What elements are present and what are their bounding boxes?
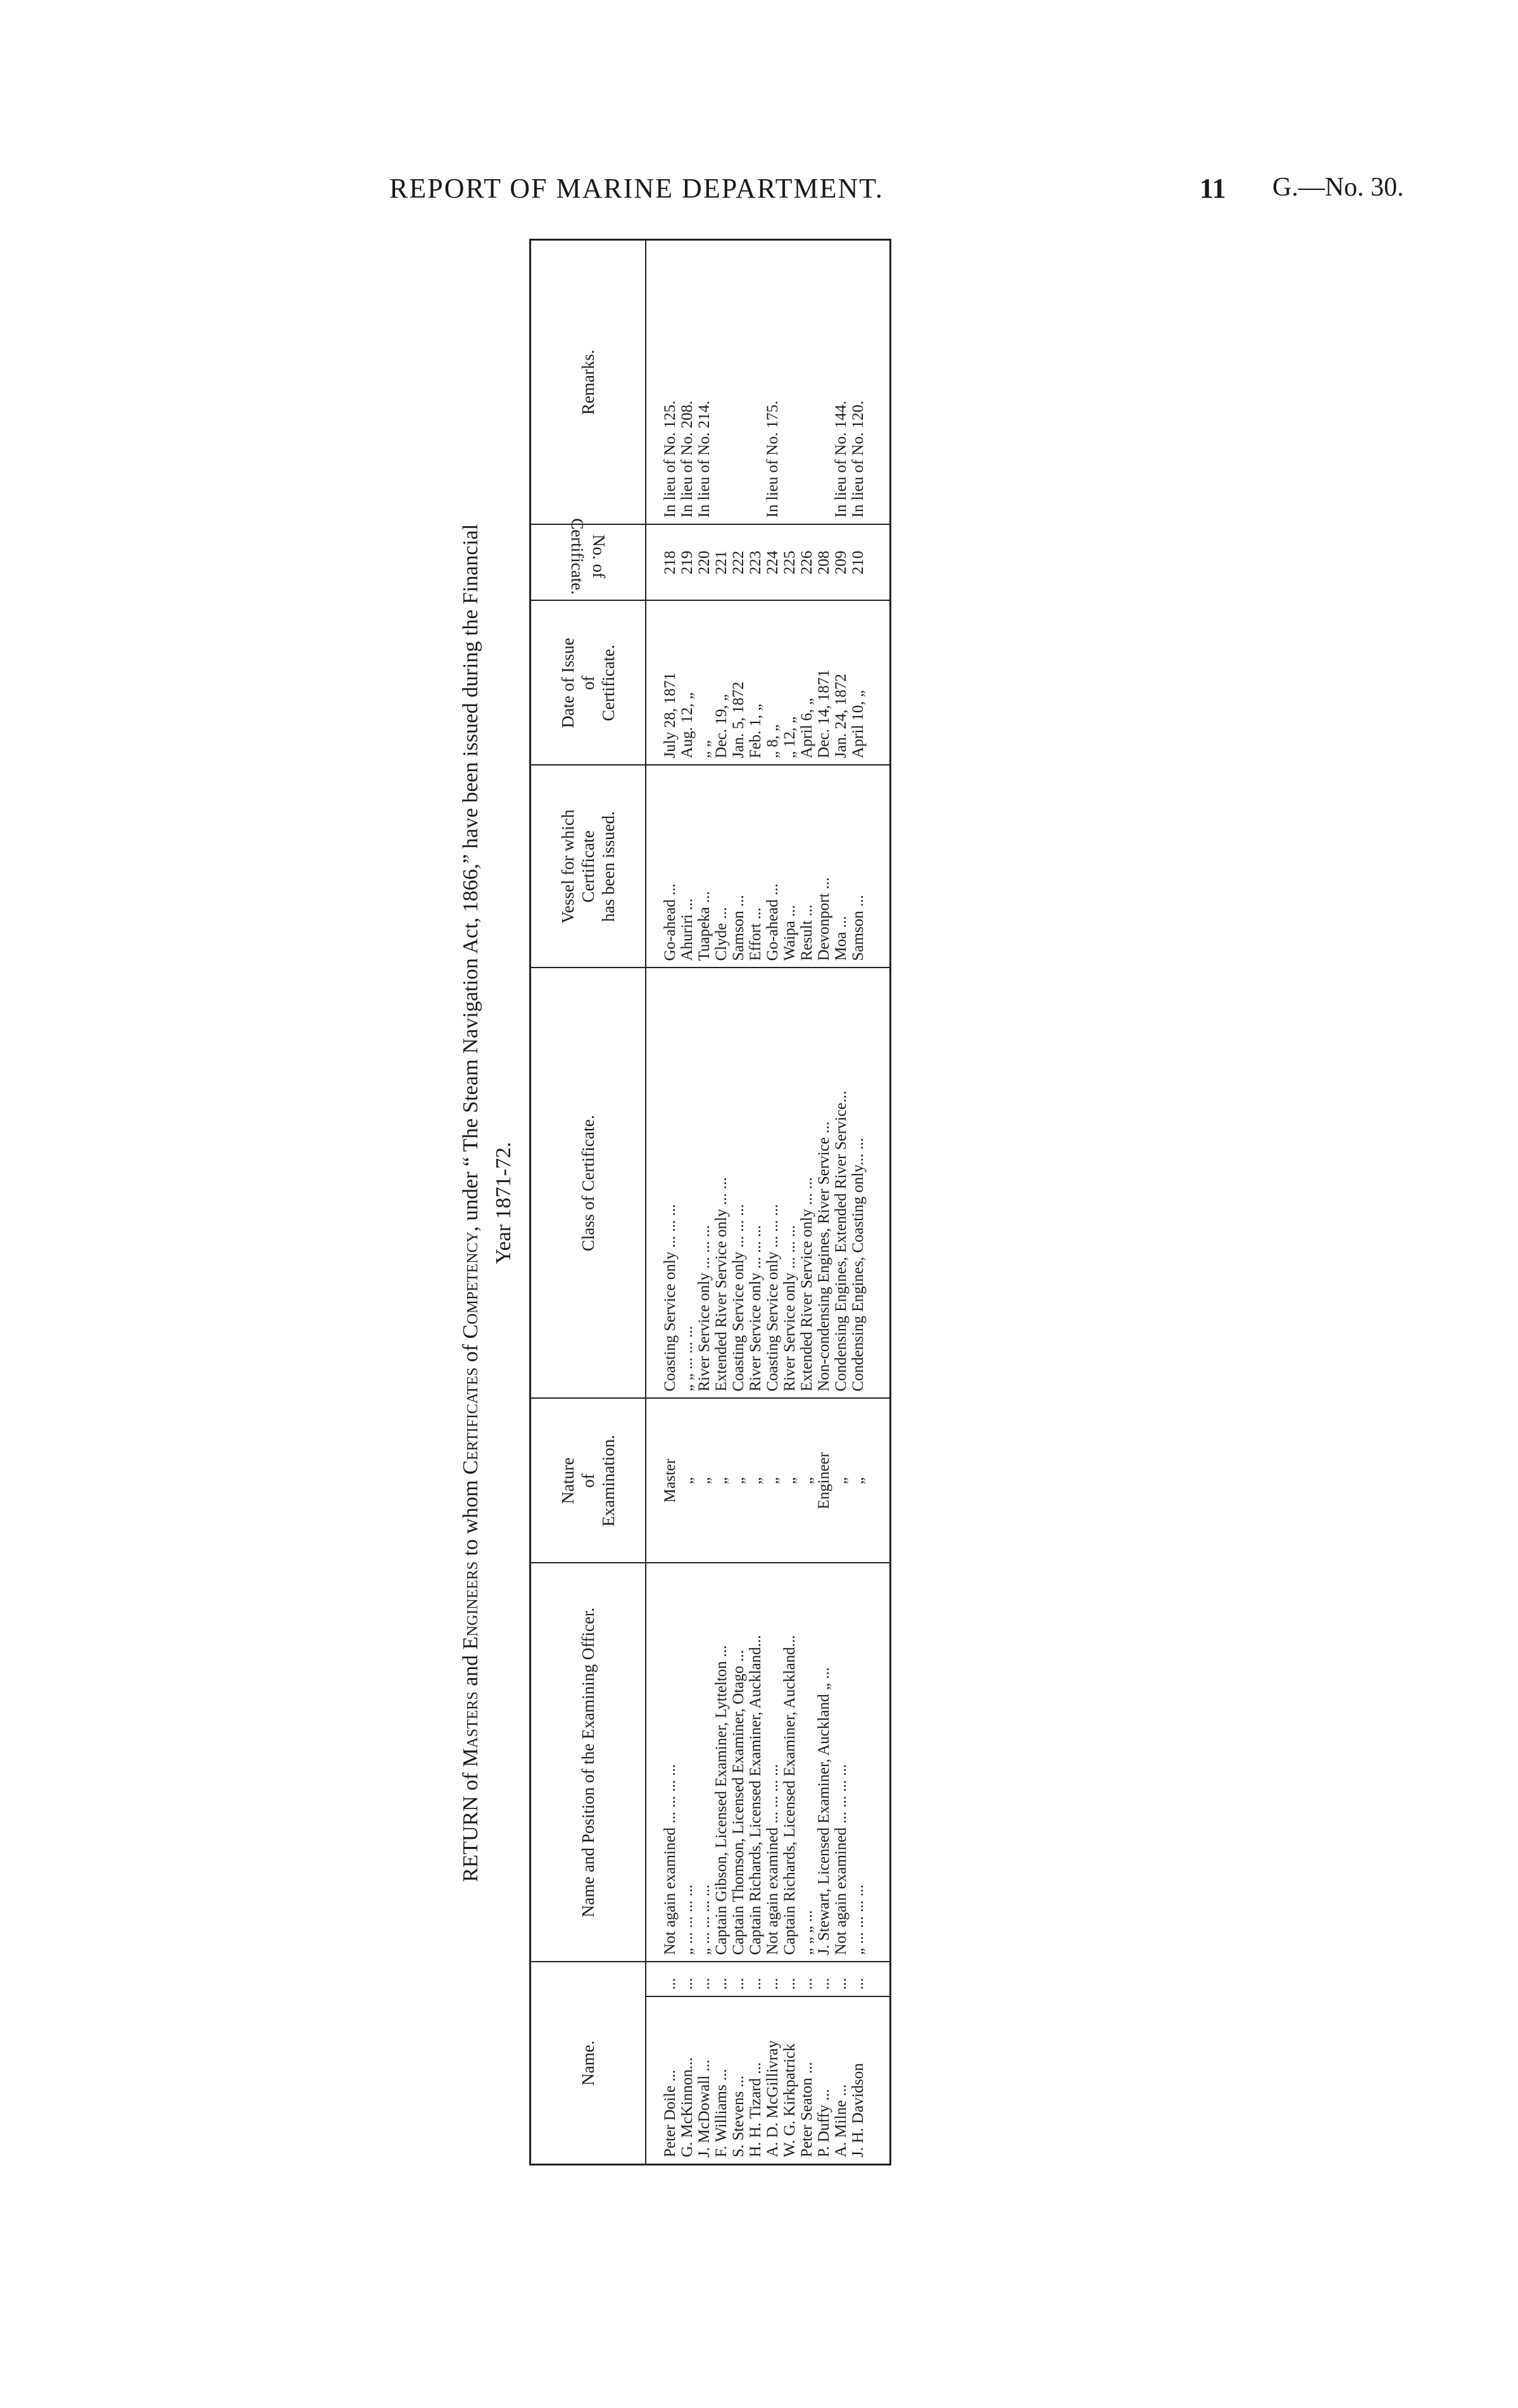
header-date: Date of Issue of Certificate. bbox=[530, 601, 646, 766]
report-title: REPORT OF MARINE DEPARTMENT. bbox=[389, 173, 884, 204]
header-vessel: Vessel for which Certificate has been issued. bbox=[530, 766, 646, 968]
remarks-column: In lieu of No. 125. In lieu of No. 208. In lieu of No. 214. In lieu of No. 175. In lieu of No. 144. In lieu of No. 120. bbox=[646, 240, 891, 525]
page-header bbox=[0, 172, 1518, 210]
rotated-content bbox=[455, 241, 898, 2165]
date-column: July 28, 1871 Aug. 12, „ „ „ Dec. 19, „ Jan. 5, 1872 Feb. 1, „ „ 8, „ „ 12, „ April 6, „ Dec. 14, 1871 Jan. 24, 1872 April 10, „ bbox=[646, 601, 891, 766]
nature-column: Master „ „ „ „ „ „ „ „ Engineer „ „ bbox=[646, 1399, 891, 1563]
caption-line-2: Year 1871-72. bbox=[492, 1142, 515, 1264]
table-caption bbox=[455, 241, 524, 2165]
header-name: Name. bbox=[530, 1962, 646, 2165]
caption-line-1: RETURN of Masters and Engineers to whom Certificates of Competency, under “ The Steam Navigation Act, 1866,” have been issued during the Financial bbox=[459, 524, 482, 1882]
rotated-table-region bbox=[455, 241, 898, 2165]
name-column: Peter Doile ... G. McKinnon... J. McDowall ... F. Williams ... S. Stevens ... H. H. Tizard ... A. D. McGillivray W. G. Kirkpatrick Peter Seaton ... P. Duffy ... A. Milne ... J. H. Davidson bbox=[646, 1997, 891, 2165]
header-nature: Nature of Examination. bbox=[530, 1399, 646, 1563]
page-number: 11 bbox=[1200, 173, 1226, 204]
table-body-row bbox=[646, 240, 891, 2165]
header-class: Class of Certificate. bbox=[530, 968, 646, 1399]
vessel-column: Go-ahead ... Ahuriri ... Tuapeka ... Clyde ... Samson ... Effort ... Go-ahead ... Waipa ... Result ... Devonport ... Moa ... Samson ... bbox=[646, 766, 891, 968]
header-remarks: Remarks. bbox=[530, 240, 646, 525]
cert-no-column: 218 219 220 221 222 223 224 225 226 208 209 210 bbox=[646, 525, 891, 601]
header-examining-officer: Name and Position of the Examining Officer. bbox=[530, 1563, 646, 1962]
header-cert-no-label: No. of Certificate. bbox=[568, 518, 608, 595]
certificates-table bbox=[529, 239, 891, 2165]
document-reference: G.—No. 30. bbox=[1272, 173, 1404, 202]
table-header-row bbox=[530, 240, 646, 2165]
header-cert-no bbox=[530, 518, 646, 601]
class-column: Coasting Service only ... ... ... „ „ ... ... ... River Service only ... ... ... Extended River Service only ... ... Coasting Service only ... ... ... River Service only ... ... ... Coasting Service only ... ... ... River Service only ... ... ... Extended River Service only ... ... Non-condensing Engines, River Service ... Condensing Engines, Extended River Service... Condensing Engines, Coasting only... ... bbox=[646, 968, 891, 1399]
examining-officer-column: Not again examined ... ... ... ... „ ... ... ... ... „ ... ... ... ... Captain Gibson, Licensed Examiner, Lyttelton ... Captain Thomson, Licensed Examiner, Otago ... Captain Richards, Licensed Examiner, Auckland... Not again examined ... ... ... ... Captain Richards, Licensed Examiner, Auckland... „ „ „ ... J. Stewart, Licensed Examiner, Auckland „ ... Not again examined ... ... ... ... „ ... ... ... ... bbox=[646, 1563, 891, 1962]
name-dots-column: ... ... ... ... ... ... ... ... ... ... ... ... bbox=[646, 1962, 891, 1997]
